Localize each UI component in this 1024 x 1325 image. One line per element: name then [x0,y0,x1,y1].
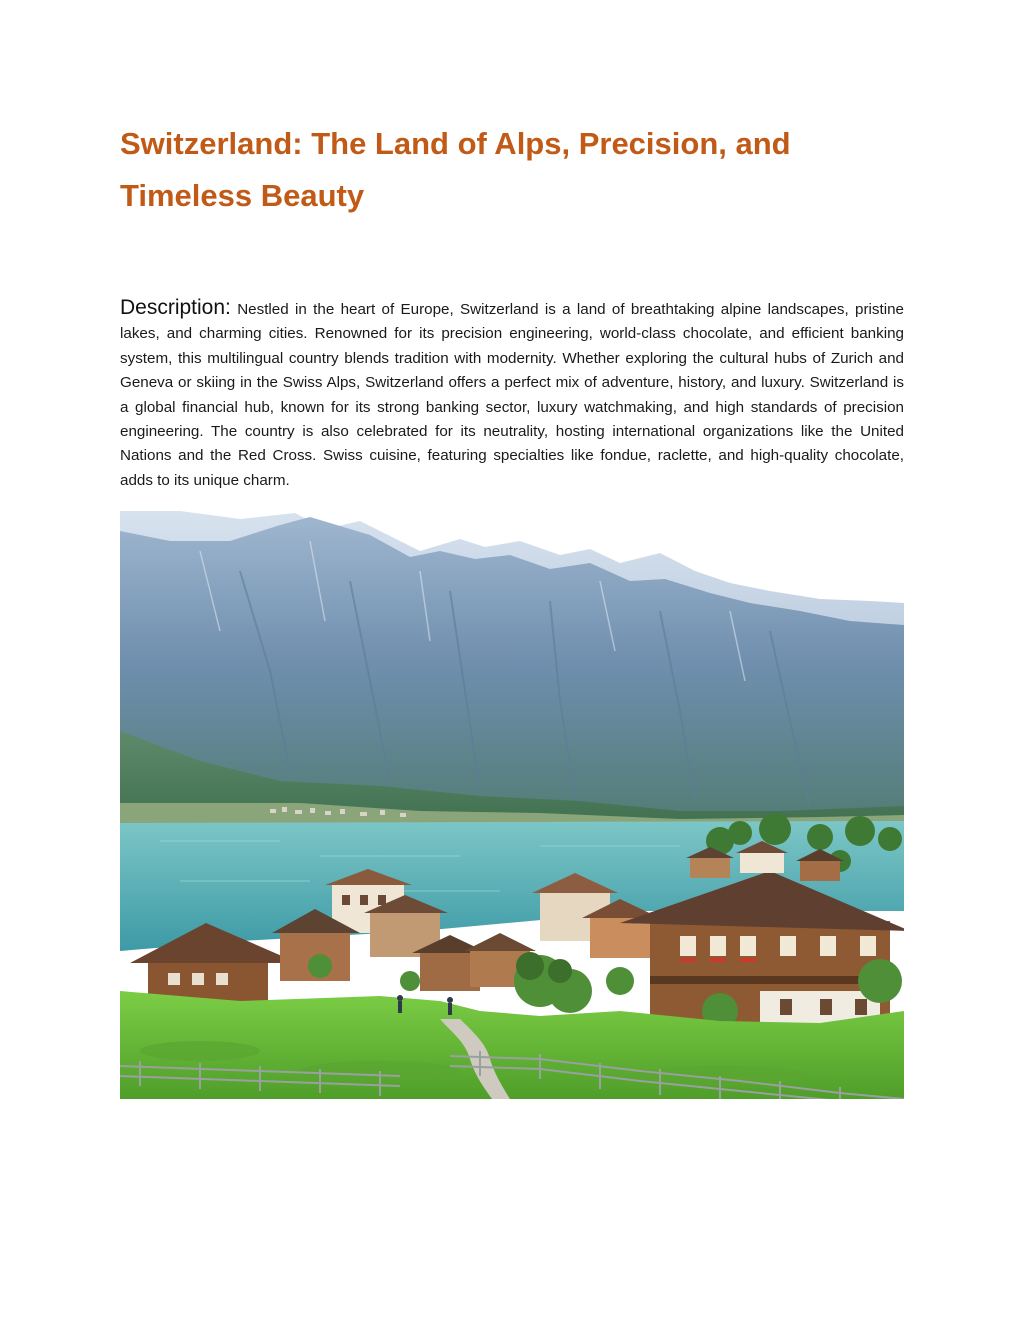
swiss-landscape-photo [120,511,904,1099]
landscape-illustration [120,511,904,1099]
description-label: Description: [120,296,231,319]
page-title: Switzerland: The Land of Alps, Precision, and Timeless Beauty [120,126,791,213]
description-paragraph [120,296,904,493]
description-text: Nestled in the heart of Europe, Switzerland is a land of breathtaking alpine landscapes, pristine lakes, and charming cities. Renowned for its precision engineering, world-class chocolate, and efficient banking system, this multilingual country blends tradition with modernity. Whether exploring the cultural hubs of Zurich and Geneva or skiing in the Swiss Alps, Switzerland offers a perfect mix of adventure, history, and luxury. Switzerland is a global financial hub, known for its strong banking sector, luxury watchmaking, and high standards of precision engineering. The country is also celebrated for its neutrality, hosting international organizations like the United Nations and the Red Cross. Swiss cuisine, featuring specialties like fondue, raclette, and high-quality chocolate, adds to its unique charm. [120,301,904,489]
